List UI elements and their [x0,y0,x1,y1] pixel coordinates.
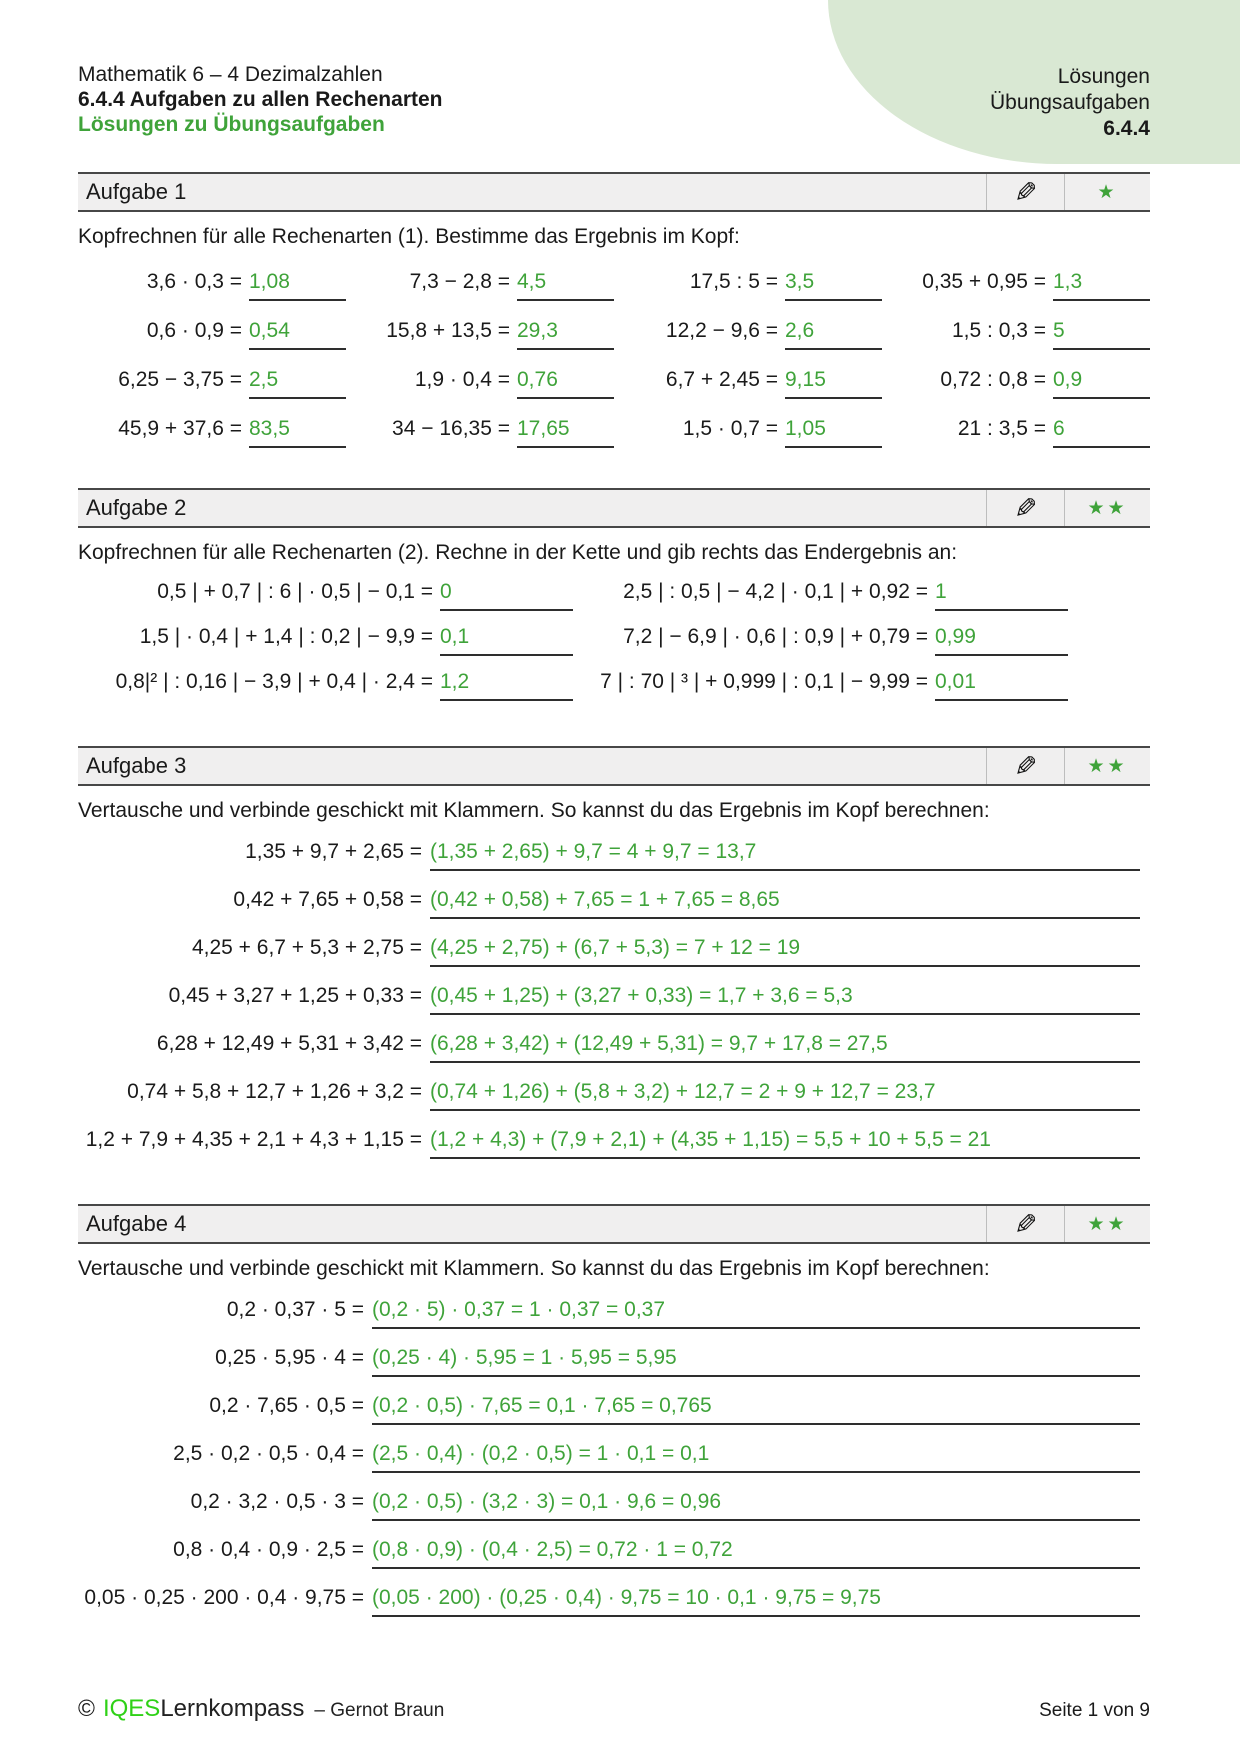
equation-row [78,411,346,460]
difficulty-stars: ★★ [1064,1206,1150,1242]
aufgabe4-solution-rows [78,1294,1140,1630]
chain-expression: 1,5 | · 0,4 | + 1,4 | : 0,2 | − 9,9 = [139,625,433,648]
solution-steps: (0,74 + 1,26) + (5,8 + 3,2) + 12,7 = 2 + 9 + 12,7 = 23,7 [430,1080,1140,1111]
aufgabe3-instruction: Vertausche und verbinde geschickt mit Klammern. So kannst du das Ergebnis im Kopf berechnen: [78,799,990,822]
equation-answer: 3,5 [785,270,882,301]
solution-steps: (1,2 + 4,3) + (7,9 + 2,1) + (4,35 + 1,15) = 5,5 + 10 + 5,5 = 21 [430,1128,1140,1159]
solution-row [78,1486,1140,1534]
aufgabe3-header-bar [78,746,1150,786]
equation-row [346,264,614,313]
chain-answer: 1 [935,580,1068,611]
chain-equation-row [78,623,573,668]
aufgabe4-title: Aufgabe 4 [86,1211,187,1236]
problem-expression: 0,42 + 7,65 + 0,58 = [233,888,422,911]
corner-line-loesungen: Lösungen [1057,65,1150,88]
page-footer [78,1695,1150,1723]
problem-expression: 1,2 + 7,9 + 4,35 + 2,1 + 4,3 + 1,15 = [85,1128,422,1151]
problem-expression: 0,8 · 0,4 · 0,9 · 2,5 = [173,1538,364,1561]
chain-equation-row [573,578,1068,623]
equation-answer: 9,15 [785,368,882,399]
equation-expression: 17,5 : 5 = [689,270,778,293]
course-title: Mathematik 6 – 4 Dezimalzahlen [78,63,383,86]
chain-answer: 1,2 [440,670,573,701]
equation-expression: 6,7 + 2,45 = [665,368,778,391]
aufgabe1-equation-grid [78,264,1150,460]
aufgabe1-instruction: Kopfrechnen für alle Rechenarten (1). Bestimme das Ergebnis im Kopf: [78,225,740,248]
difficulty-stars: ★ [1064,174,1150,210]
equation-answer: 1,05 [785,417,882,448]
equation-expression: 0,6 · 0,9 = [146,319,242,342]
solution-steps: (0,8 · 0,9) · (0,4 · 2,5) = 0,72 · 1 = 0,72 [372,1538,1140,1569]
solution-steps: (0,2 · 0,5) · (3,2 · 3) = 0,1 · 9,6 = 0,96 [372,1490,1140,1521]
chain-expression: 2,5 | : 0,5 | − 4,2 | · 0,1 | + 0,92 = [623,580,928,603]
chain-expression: 7,2 | − 6,9 | · 0,6 | : 0,9 | + 0,79 = [623,625,928,648]
problem-expression: 6,28 + 12,49 + 5,31 + 3,42 = [156,1032,422,1055]
equation-row [346,362,614,411]
solution-row [78,1028,1140,1076]
equation-expression: 0,35 + 0,95 = [922,270,1046,293]
page-number: Seite 1 von 9 [1039,1700,1150,1721]
aufgabe1-header-bar [78,172,1150,212]
solution-row [78,980,1140,1028]
equation-row [346,411,614,460]
corner-version-number: 6.4.4 [1103,117,1150,140]
solution-steps: (6,28 + 3,42) + (12,49 + 5,31) = 9,7 + 17,8 = 27,5 [430,1032,1140,1063]
aufgabe4-header-bar [78,1204,1150,1244]
equation-row [882,264,1150,313]
problem-expression: 0,2 · 0,37 · 5 = [226,1298,364,1321]
equation-answer: 4,5 [517,270,614,301]
solution-row [78,1438,1140,1486]
equation-answer: 0,54 [249,319,346,350]
solution-row [78,932,1140,980]
solution-steps: (0,45 + 1,25) + (3,27 + 0,33) = 1,7 + 3,6 = 5,3 [430,984,1140,1015]
equation-expression: 45,9 + 37,6 = [118,417,242,440]
equation-row [78,313,346,362]
equation-expression: 34 − 16,35 = [392,417,510,440]
solution-steps: (1,35 + 2,65) + 9,7 = 4 + 9,7 = 13,7 [430,840,1140,871]
pencil-icon: ✎ [986,748,1064,784]
solution-row [78,1294,1140,1342]
equation-answer: 0,9 [1053,368,1150,399]
equation-row [882,411,1150,460]
content-column [78,0,1150,1630]
problem-expression: 0,2 · 7,65 · 0,5 = [209,1394,364,1417]
chain-equation-row [573,623,1068,668]
aufgabe2-header-bar [78,488,1150,528]
solution-row [78,1076,1140,1124]
problem-expression: 0,74 + 5,8 + 12,7 + 1,26 + 3,2 = [127,1080,422,1103]
brand-lernkompass: Lernkompass [160,1695,305,1722]
equation-answer: 83,5 [249,417,346,448]
aufgabe2-instruction: Kopfrechnen für alle Rechenarten (2). Rechne in der Kette und gib rechts das Endergebnis an: [78,541,958,564]
solution-row [78,1582,1140,1630]
chain-equation-row [573,668,1068,713]
aufgabe2-title: Aufgabe 2 [86,495,187,520]
aufgabe3-solution-rows [78,836,1140,1172]
equation-answer: 5 [1053,319,1150,350]
problem-expression: 0,25 · 5,95 · 4 = [215,1346,364,1369]
brand-iqes: IQES [102,1695,161,1722]
equation-row [346,313,614,362]
problem-expression: 0,2 · 3,2 · 0,5 · 3 = [190,1490,364,1513]
equation-row [882,362,1150,411]
equation-row [614,313,882,362]
equation-expression: 1,5 · 0,7 = [682,417,778,440]
chain-equation-row [78,668,573,713]
equation-answer: 2,6 [785,319,882,350]
equation-expression: 1,9 · 0,4 = [414,368,510,391]
solution-steps: (2,5 · 0,4) · (0,2 · 0,5) = 1 · 0,1 = 0,1 [372,1442,1140,1473]
equation-answer: 29,3 [517,319,614,350]
solution-row [78,1124,1140,1172]
solution-steps: (0,05 · 200) · (0,25 · 0,4) · 9,75 = 10 · 0,1 · 9,75 = 9,75 [372,1586,1140,1617]
solution-row [78,884,1140,932]
equation-row [614,411,882,460]
solution-row [78,836,1140,884]
equation-row [78,362,346,411]
aufgabe3-title: Aufgabe 3 [86,753,187,778]
equation-expression: 6,25 − 3,75 = [118,368,242,391]
equation-row [882,313,1150,362]
aufgabe2-equation-grid [78,578,1068,713]
solution-row [78,1534,1140,1582]
equation-answer: 2,5 [249,368,346,399]
chain-answer: 0,99 [935,625,1068,656]
solution-row [78,1342,1140,1390]
problem-expression: 0,45 + 3,27 + 1,25 + 0,33 = [168,984,422,1007]
author-name: – Gernot Braun [314,1700,445,1721]
problem-expression: 1,35 + 9,7 + 2,65 = [245,840,422,863]
equation-row [78,264,346,313]
chain-answer: 0,01 [935,670,1068,701]
chain-expression: 0,8|² | : 0,16 | − 3,9 | + 0,4 | · 2,4 = [115,670,433,693]
chain-expression: 0,5 | + 0,7 | : 6 | · 0,5 | − 0,1 = [157,580,433,603]
chain-expression: 7 | : 70 | ³ | + 0,999 | : 0,1 | − 9,99 = [600,670,928,693]
chain-answer: 0 [440,580,573,611]
equation-expression: 3,6 · 0,3 = [146,270,242,293]
problem-expression: 4,25 + 6,7 + 5,3 + 2,75 = [191,936,422,959]
solution-steps: (0,42 + 0,58) + 7,65 = 1 + 7,65 = 8,65 [430,888,1140,919]
equation-answer: 1,08 [249,270,346,301]
equation-answer: 1,3 [1053,270,1150,301]
equation-expression: 7,3 − 2,8 = [409,270,510,293]
equation-expression: 15,8 + 13,5 = [386,319,510,342]
problem-expression: 2,5 · 0,2 · 0,5 · 0,4 = [173,1442,364,1465]
solution-steps: (0,2 · 0,5) · 7,65 = 0,1 · 7,65 = 0,765 [372,1394,1140,1425]
pencil-icon: ✎ [986,490,1064,526]
corner-line-uebungsaufgaben: Übungsaufgaben [990,91,1150,114]
solutions-subtitle: Lösungen zu Übungsaufgaben [78,113,385,136]
problem-expression: 0,05 · 0,25 · 200 · 0,4 · 9,75 = [84,1586,364,1609]
difficulty-stars: ★★ [1064,490,1150,526]
equation-expression: 12,2 − 9,6 = [665,319,778,342]
footer-brand [78,1695,444,1723]
difficulty-stars: ★★ [1064,748,1150,784]
equation-expression: 1,5 : 0,3 = [952,319,1046,342]
solution-steps: (0,2 · 5) · 0,37 = 1 · 0,37 = 0,37 [372,1298,1140,1329]
pencil-icon: ✎ [986,174,1064,210]
pencil-icon: ✎ [986,1206,1064,1242]
solution-steps: (4,25 + 2,75) + (6,7 + 5,3) = 7 + 12 = 19 [430,936,1140,967]
chain-answer: 0,1 [440,625,573,656]
solution-row [78,1390,1140,1438]
equation-answer: 0,76 [517,368,614,399]
equation-answer: 17,65 [517,417,614,448]
aufgabe1-title: Aufgabe 1 [86,179,187,204]
equation-expression: 0,72 : 0,8 = [940,368,1046,391]
equation-expression: 21 : 3,5 = [957,417,1046,440]
chapter-title: 6.4.4 Aufgaben zu allen Rechenarten [78,88,443,111]
copyright-icon: © [78,1695,95,1721]
chain-equation-row [78,578,573,623]
aufgabe4-instruction: Vertausche und verbinde geschickt mit Klammern. So kannst du das Ergebnis im Kopf berechnen: [78,1257,990,1280]
equation-row [614,362,882,411]
equation-answer: 6 [1053,417,1150,448]
solution-steps: (0,25 · 4) · 5,95 = 1 · 5,95 = 5,95 [372,1346,1140,1377]
equation-row [614,264,882,313]
